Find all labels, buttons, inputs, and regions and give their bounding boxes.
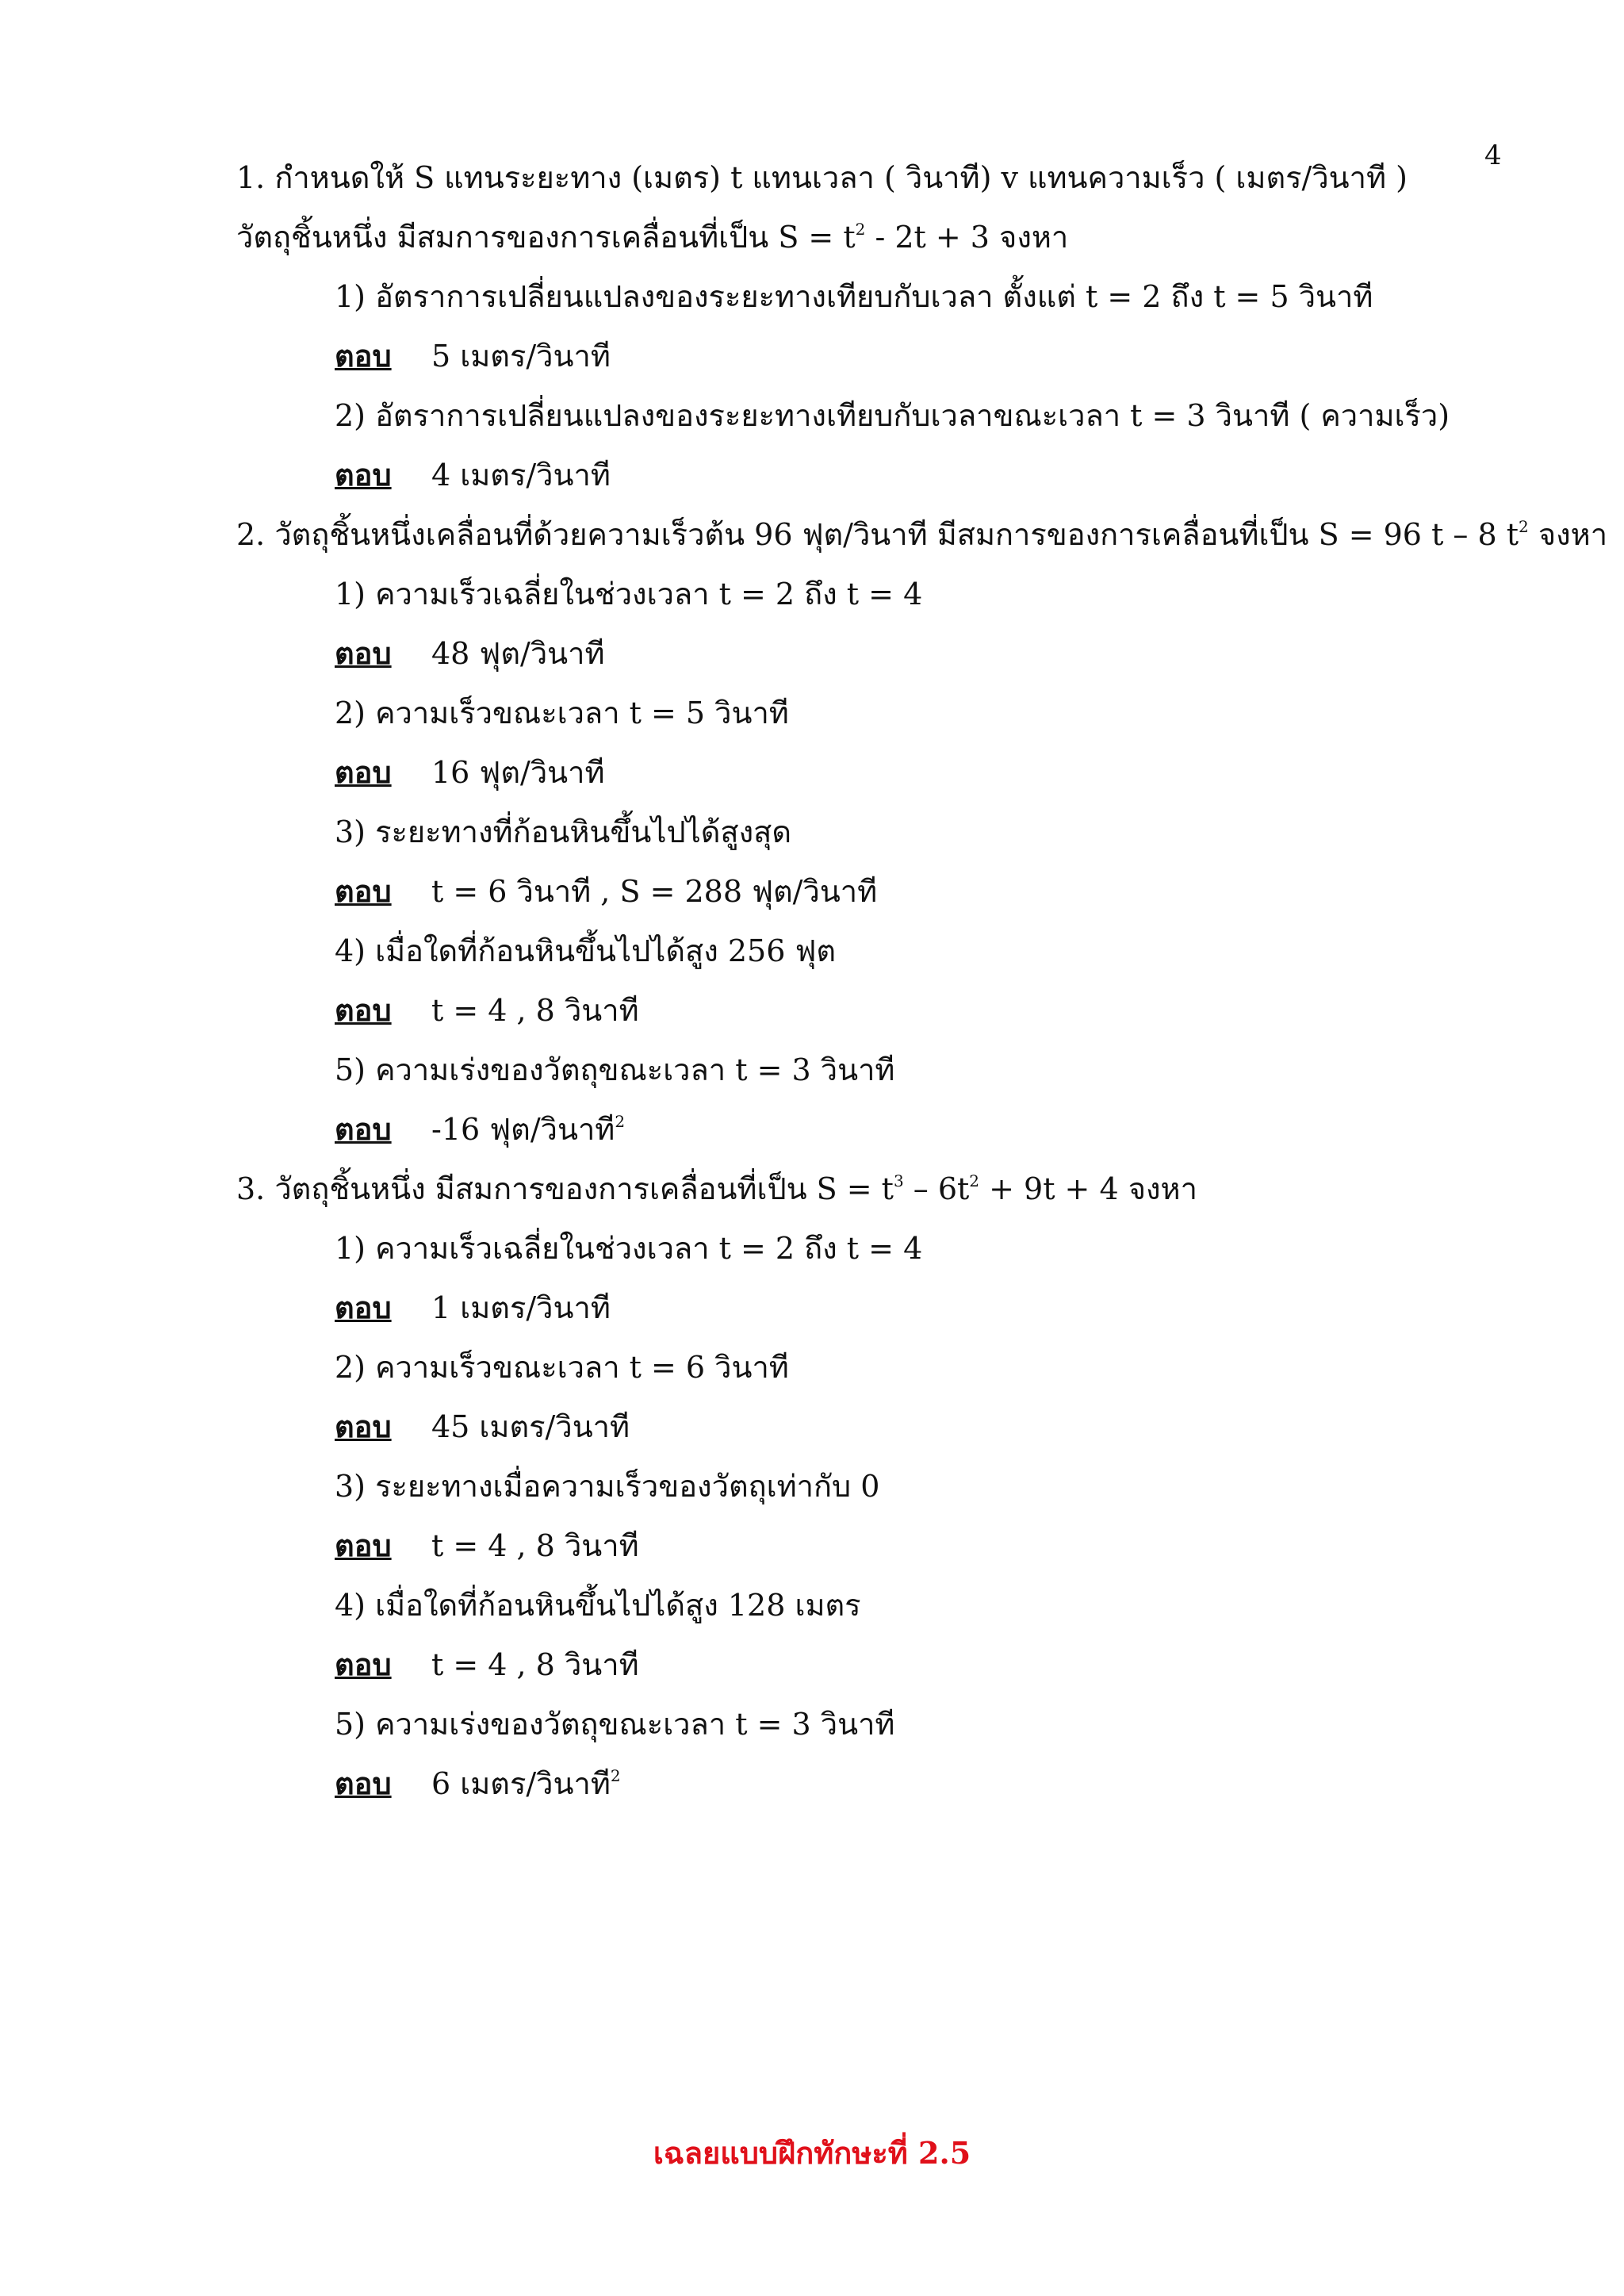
line-text: 16 ฟุต/วินาที	[431, 755, 605, 790]
line-text: วัตถุชิ้นหนึ่ง มีสมการของการเคลื่อนที่เป็น S = t	[236, 220, 856, 255]
answer-line	[335, 338, 611, 374]
answer-line	[335, 457, 611, 493]
line-text: t = 6 วินาที , S = 288 ฟุต/วินาที	[431, 874, 878, 909]
answer-label: ตอบ	[335, 1646, 392, 1682]
answer-line	[335, 1111, 626, 1147]
line-text: 1) ความเร็วเฉลี่ยในช่วงเวลา t = 2 ถึง t = 4	[335, 1231, 923, 1266]
sub-question	[335, 398, 1450, 433]
sub-question	[335, 817, 791, 847]
answer-line	[335, 992, 639, 1028]
answer-line	[335, 1765, 621, 1801]
line-text: t = 4 , 8 วินาที	[431, 1647, 639, 1682]
sub-question	[335, 1469, 880, 1504]
question-line	[236, 160, 1408, 195]
superscript: 3	[893, 1171, 904, 1190]
answer-label: ตอบ	[335, 1765, 392, 1801]
line-text: 48 ฟุต/วินาที	[431, 636, 605, 671]
answer-label: ตอบ	[335, 457, 392, 493]
question-line	[236, 519, 1607, 550]
line-text: - 2t + 3 จงหา	[865, 220, 1069, 255]
superscript: 2	[610, 1766, 621, 1785]
line-text: 45 เมตร/วินาที	[431, 1409, 630, 1444]
line-text: 2) ความเร็วขณะเวลา t = 5 วินาที	[335, 696, 789, 730]
answer-label: ตอบ	[335, 992, 392, 1028]
answer-label: ตอบ	[335, 1409, 392, 1444]
line-text: 3) ระยะทางเมื่อความเร็วของวัตถุเท่ากับ 0	[335, 1469, 880, 1504]
line-text: – 6t	[903, 1171, 970, 1206]
answer-line	[335, 1646, 639, 1682]
line-text: 4) เมื่อใดที่ก้อนหินขึ้นไปได้สูง 128 เมตร	[335, 1588, 861, 1623]
answer-label: ตอบ	[335, 754, 392, 790]
footer-title: เฉลยแบบฝึกทักษะที่ 2.5	[653, 2135, 971, 2171]
answer-label: ตอบ	[335, 1111, 392, 1147]
line-text: จงหา	[1528, 517, 1608, 552]
line-text: -16 ฟุต/วินาที	[431, 1112, 615, 1147]
sub-question	[335, 1052, 895, 1087]
answer-line	[335, 1290, 611, 1325]
page-number: 4	[1484, 140, 1502, 171]
line-text: t = 4 , 8 วินาที	[431, 1528, 639, 1563]
line-text: 1) อัตราการเปลี่ยนแปลงของระยะทางเทียบกับเวลา ตั้งแต่ t = 2 ถึง t = 5 วินาที	[335, 279, 1373, 314]
line-text: 4 เมตร/วินาที	[431, 458, 611, 493]
line-text: 6 เมตร/วินาที	[431, 1766, 611, 1801]
sub-question	[335, 698, 789, 728]
line-text: 4) เมื่อใดที่ก้อนหินขึ้นไปได้สูง 256 ฟุต	[335, 933, 837, 968]
answer-label: ตอบ	[335, 873, 392, 909]
question-line	[236, 220, 1069, 255]
sub-question	[335, 279, 1373, 314]
sub-question	[335, 579, 922, 609]
line-text: 3. วัตถุชิ้นหนึ่ง มีสมการของการเคลื่อนที่เป็น S = t	[236, 1171, 894, 1206]
line-text: 5) ความเร่งของวัตถุขณะเวลา t = 3 วินาที	[335, 1707, 895, 1742]
line-text: 1. กำหนดให้ S แทนระยะทาง (เมตร) t แทนเวลา ( วินาที) v แทนความเร็ว ( เมตร/วินาที )	[236, 160, 1408, 195]
answer-label: ตอบ	[335, 1290, 392, 1325]
answer-label: ตอบ	[335, 1527, 392, 1563]
answer-line	[335, 873, 878, 909]
answer-line	[335, 1409, 630, 1444]
answer-line	[335, 635, 605, 671]
superscript: 2	[1519, 517, 1529, 536]
sub-question	[335, 1350, 789, 1385]
sub-question	[335, 933, 837, 968]
sub-question	[335, 1231, 923, 1266]
question-line	[236, 1171, 1197, 1206]
line-text: 5 เมตร/วินาที	[431, 339, 611, 374]
answer-line	[335, 1527, 639, 1563]
superscript: 2	[855, 220, 866, 239]
superscript: 2	[615, 1112, 626, 1131]
line-text: 5) ความเร่งของวัตถุขณะเวลา t = 3 วินาที	[335, 1052, 895, 1087]
line-text: 1) ความเร็วเฉลี่ยในช่วงเวลา t = 2 ถึง t = 4	[335, 577, 923, 611]
sub-question	[335, 1707, 895, 1742]
line-text: + 9t + 4 จงหา	[979, 1171, 1197, 1206]
answer-label: ตอบ	[335, 338, 392, 374]
line-text: 2. วัตถุชิ้นหนึ่งเคลื่อนที่ด้วยความเร็วต้น 96 ฟุต/วินาที มีสมการของการเคลื่อนที่เป็น S = 96 t – 8 t	[236, 517, 1519, 552]
answer-line	[335, 754, 605, 790]
superscript: 2	[969, 1171, 980, 1190]
line-text: 2) ความเร็วขณะเวลา t = 6 วินาที	[335, 1350, 789, 1385]
answer-label: ตอบ	[335, 635, 392, 671]
line-text: 2) อัตราการเปลี่ยนแปลงของระยะทางเทียบกับเวลาขณะเวลา t = 3 วินาที ( ความเร็ว)	[335, 398, 1450, 433]
line-text: 1 เมตร/วินาที	[431, 1290, 611, 1325]
line-text: t = 4 , 8 วินาที	[431, 993, 639, 1028]
sub-question	[335, 1588, 861, 1623]
line-text: 3) ระยะทางที่ก้อนหินขึ้นไปได้สูงสุด	[335, 815, 791, 849]
